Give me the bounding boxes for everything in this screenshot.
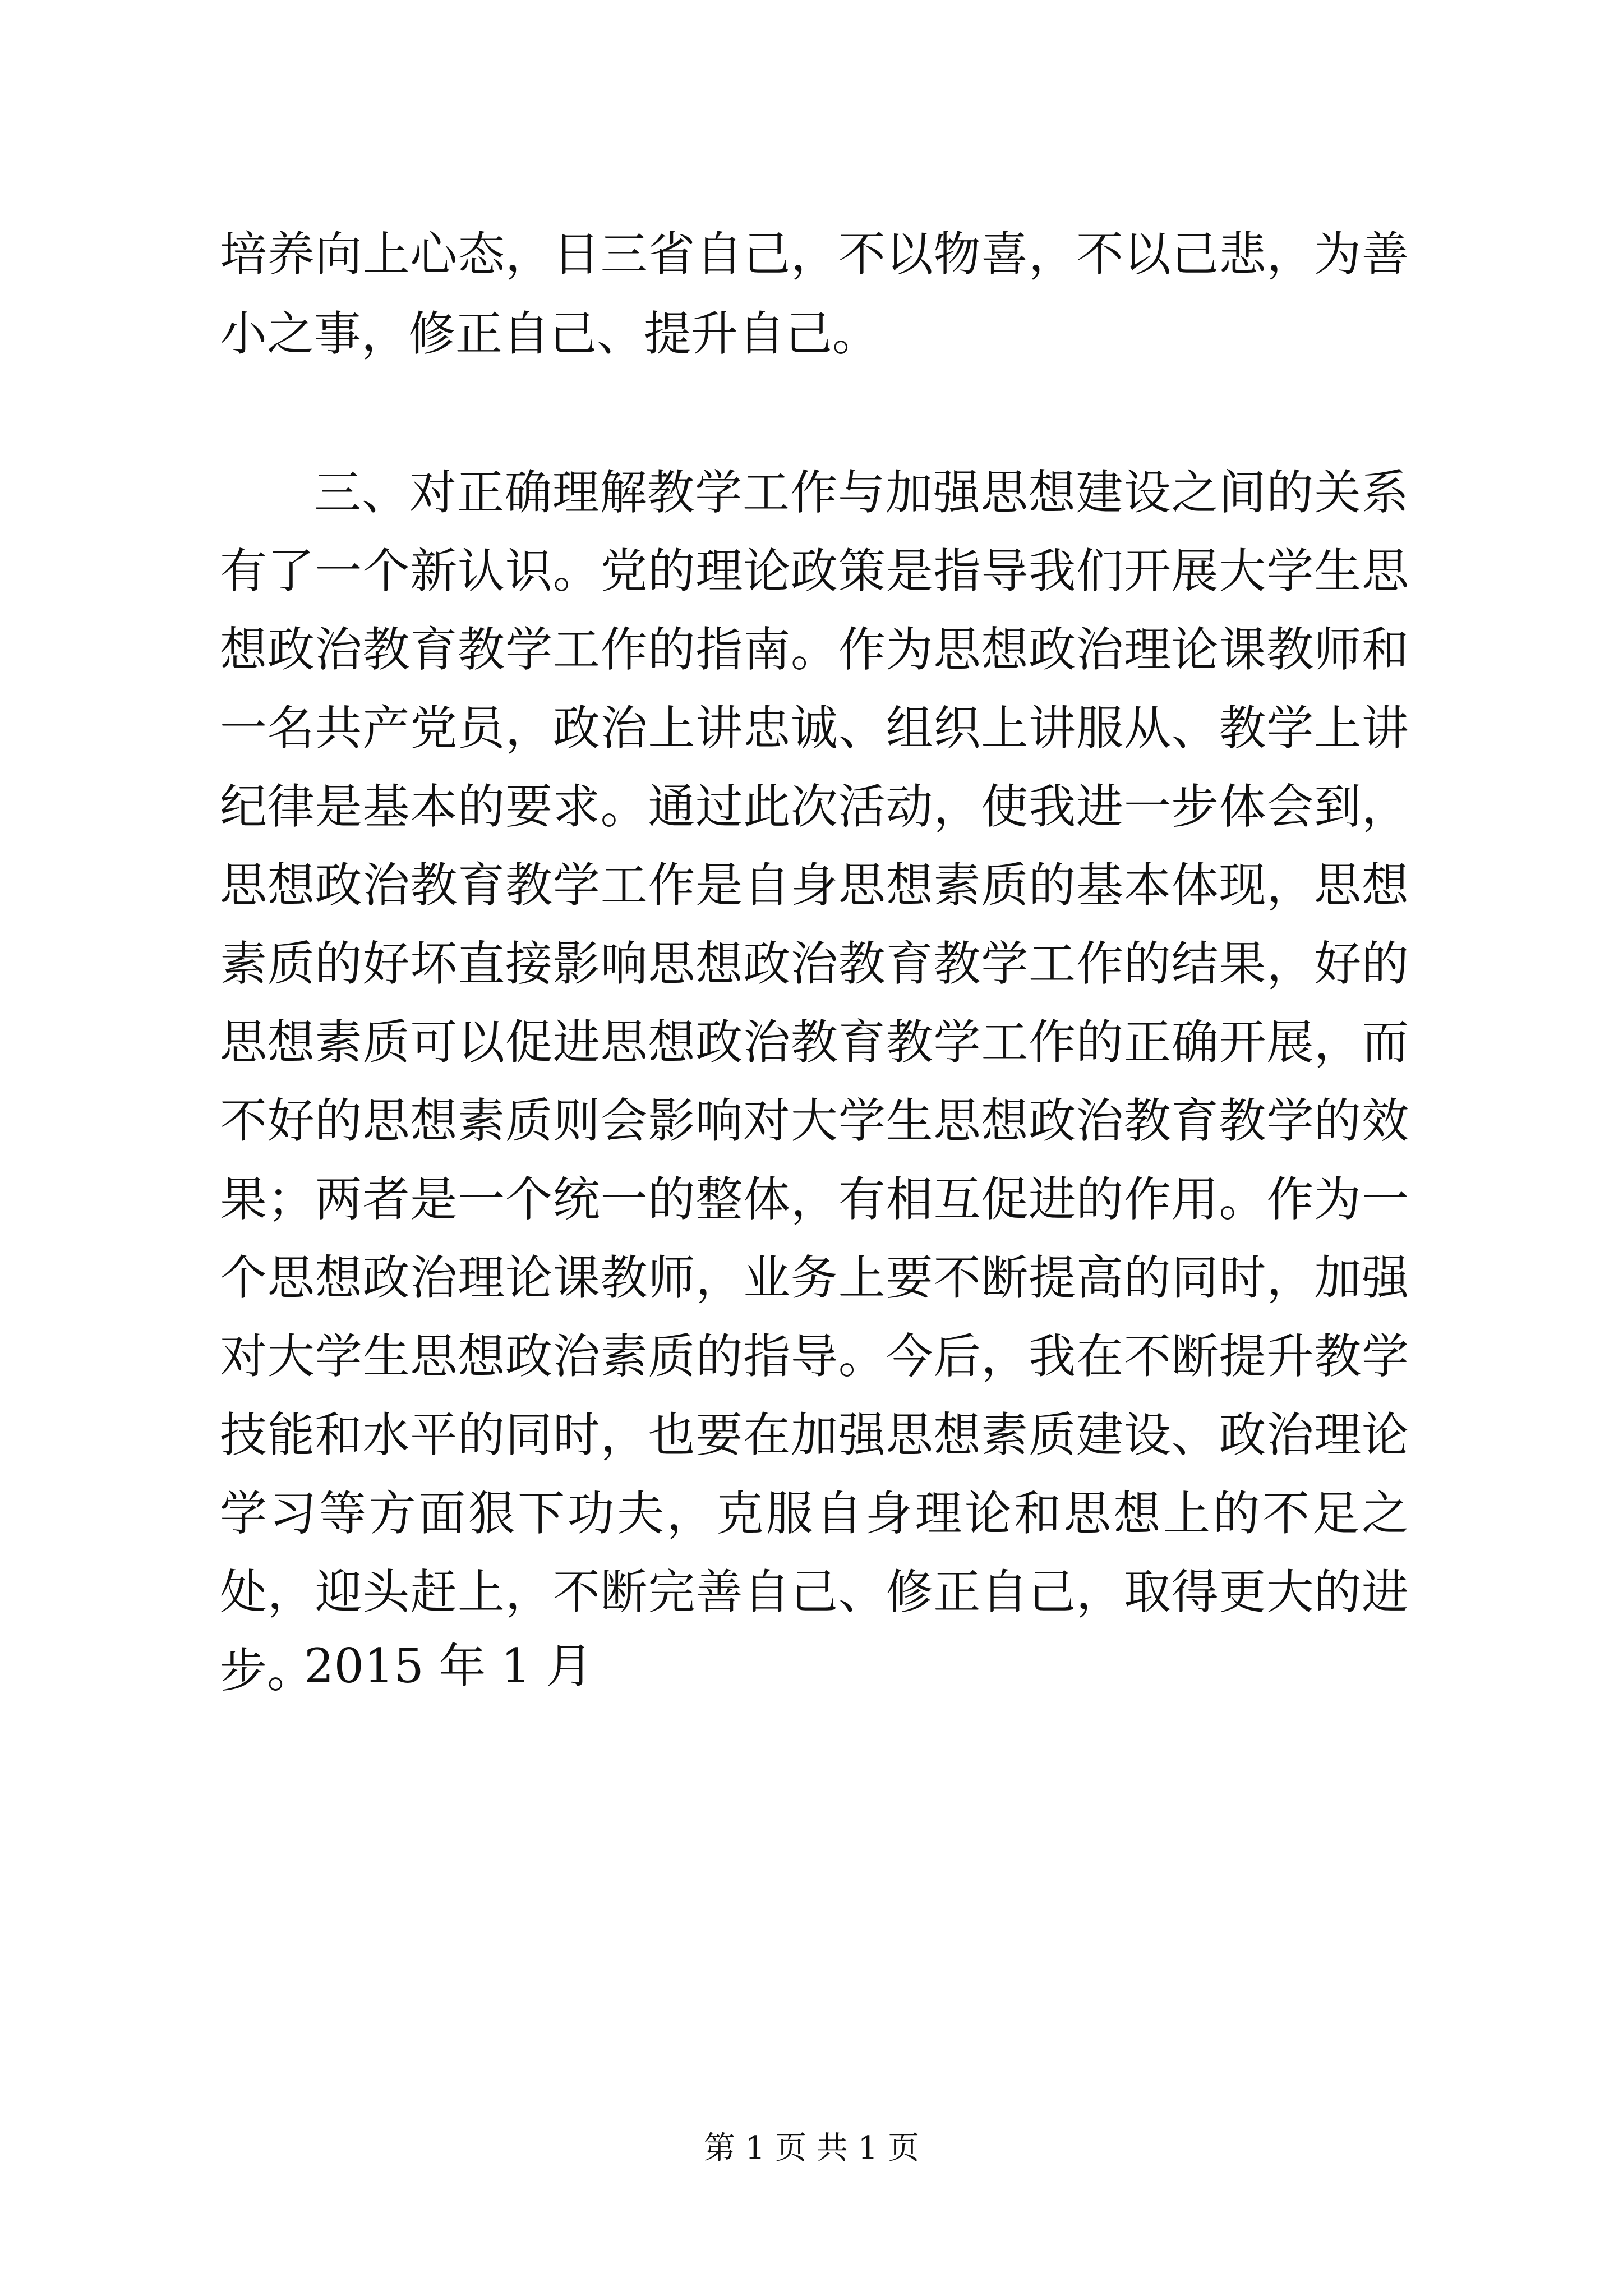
paragraph-continuation: 培养向上心态，日三省自己，不以物喜，不以己悲，为善小之事，修正自己、提升自己。 [220,227,1409,361]
page-footer: 第 1 页 共 1 页 [703,2130,920,2166]
document-date: 2015 年 1 月 [304,1639,593,1694]
paragraph-section-three: 三、对正确理解教学工作与加强思想建设之间的关系有了一个新认识。党的理论政策是指导我们开展大学生思想政治教育教学工作的指南。作为思想政治理论课教师和一名共产党员，政治上讲忠诚、组织上讲服从、教学上讲纪律是基本的要求。通过此次活动，使我进一步体会到，思想政治教育教学工作是自身思想素质的基本体现，思想素质的好坏直接影响思想政治教育教学工作的结果，好的思想素质可以促进思想政治教育教学工作的正确开展，而不好的思想素质则会影响对大学生思想政治教育教学的效果；两者是一个统一的整体，有相互促进的作用。作为一个思想政治理论课教师，业务上要不断提高的同时，加强对大学生思想政治素质的指导。今后，我在不断提升教学技能和水平的同时，也要在加强思想素质建设、政治理论学习等方面狠下功夫，克服自身理论和思想上的不足之处，迎头赶上，不断完善自己、修正自己，取得更大的进步。 [220,465,1409,1698]
